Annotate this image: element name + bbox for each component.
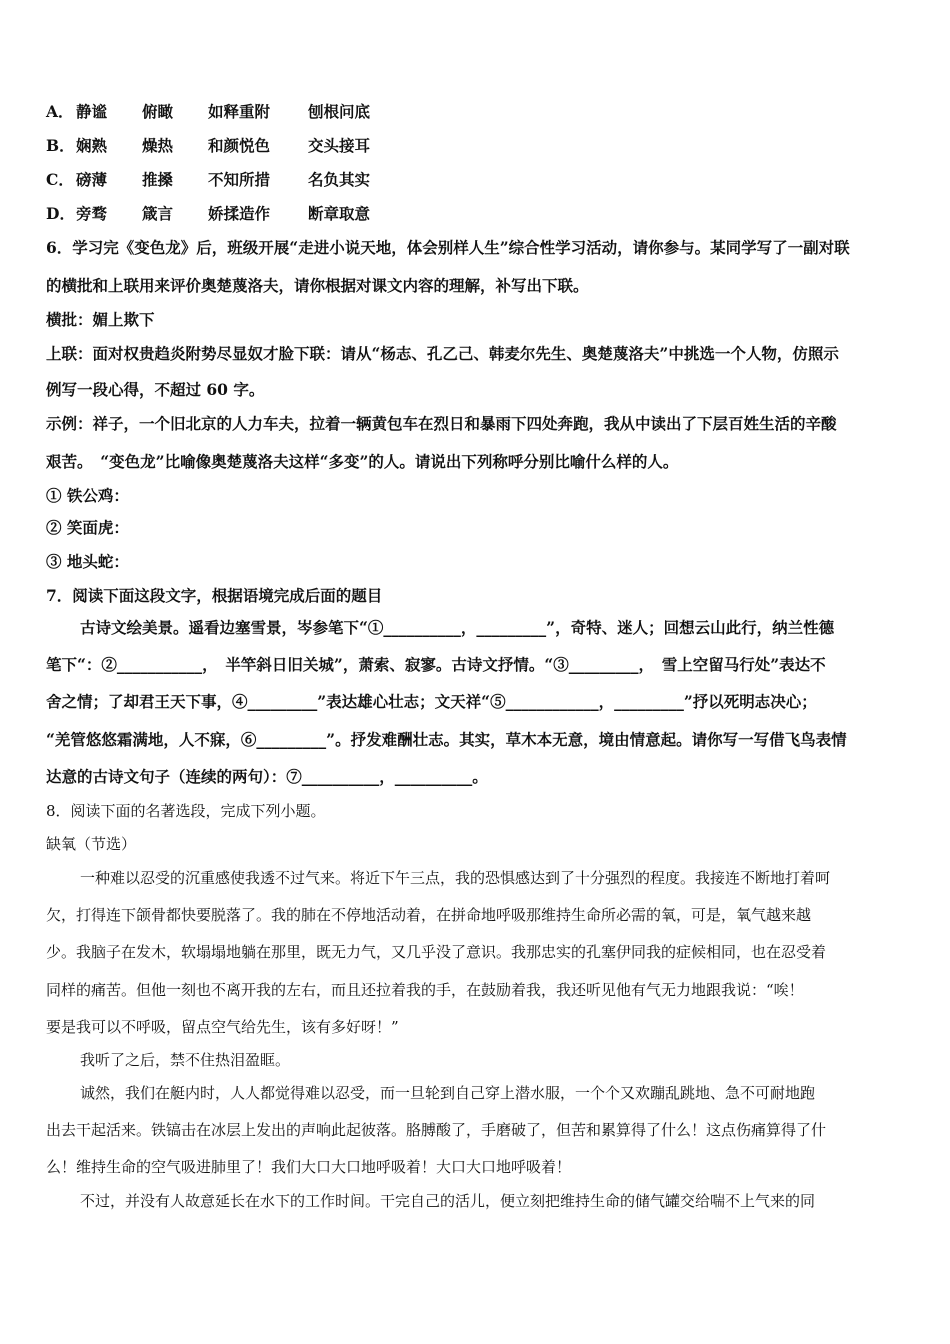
option-letter: A． (46, 102, 74, 121)
option-letter: B． (46, 136, 75, 155)
q7-title: 7．阅读下面这段文字，根据语境完成后面的题目 (46, 586, 383, 605)
q7-line: 笔下“：②___________， 半竿斜日旧关城”，萧索、寂寥。古诗文抒情。“③_________， 雪上空留马行处”表达不 (46, 655, 826, 674)
option-letter: C． (46, 170, 74, 189)
option-word: 燥热 (142, 136, 174, 155)
q7-line: 古诗文绘美景。遥看边塞雪景，岑参笔下“①__________，_________”，奇特、迷人；回想云山此行，纳兰性德 (80, 618, 835, 637)
option-word: 箴言 (142, 204, 174, 223)
option-word: 不知所措 (208, 170, 271, 189)
option-c (46, 170, 370, 190)
option-word: 娴熟 (76, 136, 108, 155)
q7-line: 舍之情；了却君王天下事，④_________”表达雄心壮志；文天祥“⑤____________，_________”抒以死明志决心； (46, 692, 817, 711)
q8-line: 同样的痛苦。但他一刻也不离开我的左右，而且还拉着我的手，在鼓励着我，我还听见他有气无力地跟我说：“唉！ (46, 981, 804, 999)
q8-subtitle: 缺氧（节选） (46, 835, 137, 853)
q6-example: 示例：祥子，一个旧北京的人力车夫，拉着一辆黄包车在烈日和暴雨下四处奔跑，我从中读出了下层百姓生活的辛酸 (46, 414, 837, 433)
q6-example: 艰苦。 “变色龙”比喻像奥楚蔑洛夫这样“多变”的人。请说出下列称呼分别比喻什么样的人。 (46, 452, 679, 471)
option-word: 娇揉造作 (208, 204, 271, 223)
q6-item: ② 笑面虎： (46, 518, 129, 537)
q8-line: 不过，并没有人故意延长在水下的工作时间。干完自己的活儿，便立刻把维持生命的储气罐交给喘不上气来的同 (80, 1192, 816, 1210)
option-word: 名负其实 (308, 170, 371, 189)
q8-line: 一种难以忍受的沉重感使我透不过气来。将近下午三点，我的恐惧感达到了十分强烈的程度。我接连不断地打着呵 (80, 869, 831, 887)
option-d (46, 204, 370, 224)
q6-shanglian: 例写一段心得，不超过 60 字。 (46, 380, 265, 399)
q6-shanglian: 上联：面对权贵趋炎附势尽显奴才脸下联：请从“杨志、孔乙己、韩麦尔先生、奥楚蔑洛夫”中挑选一个人物，仿照示 (46, 344, 839, 363)
q8-line: 么！维持生命的空气吸进肺里了！我们大口大口地呼吸着！大口大口地呼吸着！ (46, 1158, 572, 1176)
q8-line: 少。我脑子在发木，软塌塌地躺在那里，既无力气，又几乎没了意识。我那忠实的孔塞伊同我的症候相同，也在忍受着 (46, 943, 827, 961)
option-word: 推搡 (142, 170, 174, 189)
q8-line: 欠，打得连下颌骨都快要脱落了。我的肺在不停地活动着，在拼命地呼吸那维持生命所必需的氧，可是，氧气越来越 (46, 906, 812, 924)
q6-line: 的横批和上联用来评价奥楚蔑洛夫，请你根据对课文内容的理解，补写出下联。 (46, 276, 589, 295)
q8-line: 出去干起活来。铁镐击在冰层上发出的声响此起彼落。胳膊酸了，手磨破了，但苦和累算得了什么！这点伤痛算得了什 (46, 1121, 827, 1139)
option-word: 刨根问底 (308, 102, 371, 121)
q7-line: “羌管悠悠霜满地，人不寐，⑥_________”。抒发难酬壮志。其实，草木本无意，境由情意起。请你写一写借飞鸟表情 (46, 730, 847, 749)
option-word: 静谧 (76, 102, 108, 121)
option-word: 俯瞰 (142, 102, 174, 121)
option-word: 磅薄 (76, 170, 108, 189)
q8-line: 我听了之后，禁不住热泪盈眶。 (80, 1051, 291, 1069)
option-word: 交头接耳 (308, 136, 371, 155)
q6-item: ③ 地头蛇： (46, 552, 129, 571)
q6-line: 6．学习完《变色龙》后，班级开展“走进小说天地，体会别样人生”综合性学习活动，请你参与。某同学写了一副对联 (46, 238, 850, 257)
q6-hengpi: 横批：媚上欺下 (46, 310, 155, 329)
q8-line: 诚然，我们在艇内时，人人都觉得难以忍受，而一旦轮到自己穿上潜水服，一个个又欢蹦乱跳地、急不可耐地跑 (80, 1084, 816, 1102)
option-word: 如释重附 (208, 102, 271, 121)
option-b (46, 136, 370, 156)
q7-line: 达意的古诗文句子（连续的两句）：⑦__________，__________。 (46, 767, 488, 786)
option-word: 和颜悦色 (208, 136, 271, 155)
option-word: 旁骛 (76, 204, 108, 223)
option-word: 断章取意 (308, 204, 371, 223)
option-letter: D． (46, 204, 75, 223)
option-a (46, 102, 370, 122)
q8-line: 要是我可以不呼吸，留点空气给先生，该有多好呀！” (46, 1018, 399, 1036)
q6-item: ① 铁公鸡： (46, 486, 129, 505)
q8-title: 8．阅读下面的名著选段，完成下列小题。 (46, 802, 326, 820)
